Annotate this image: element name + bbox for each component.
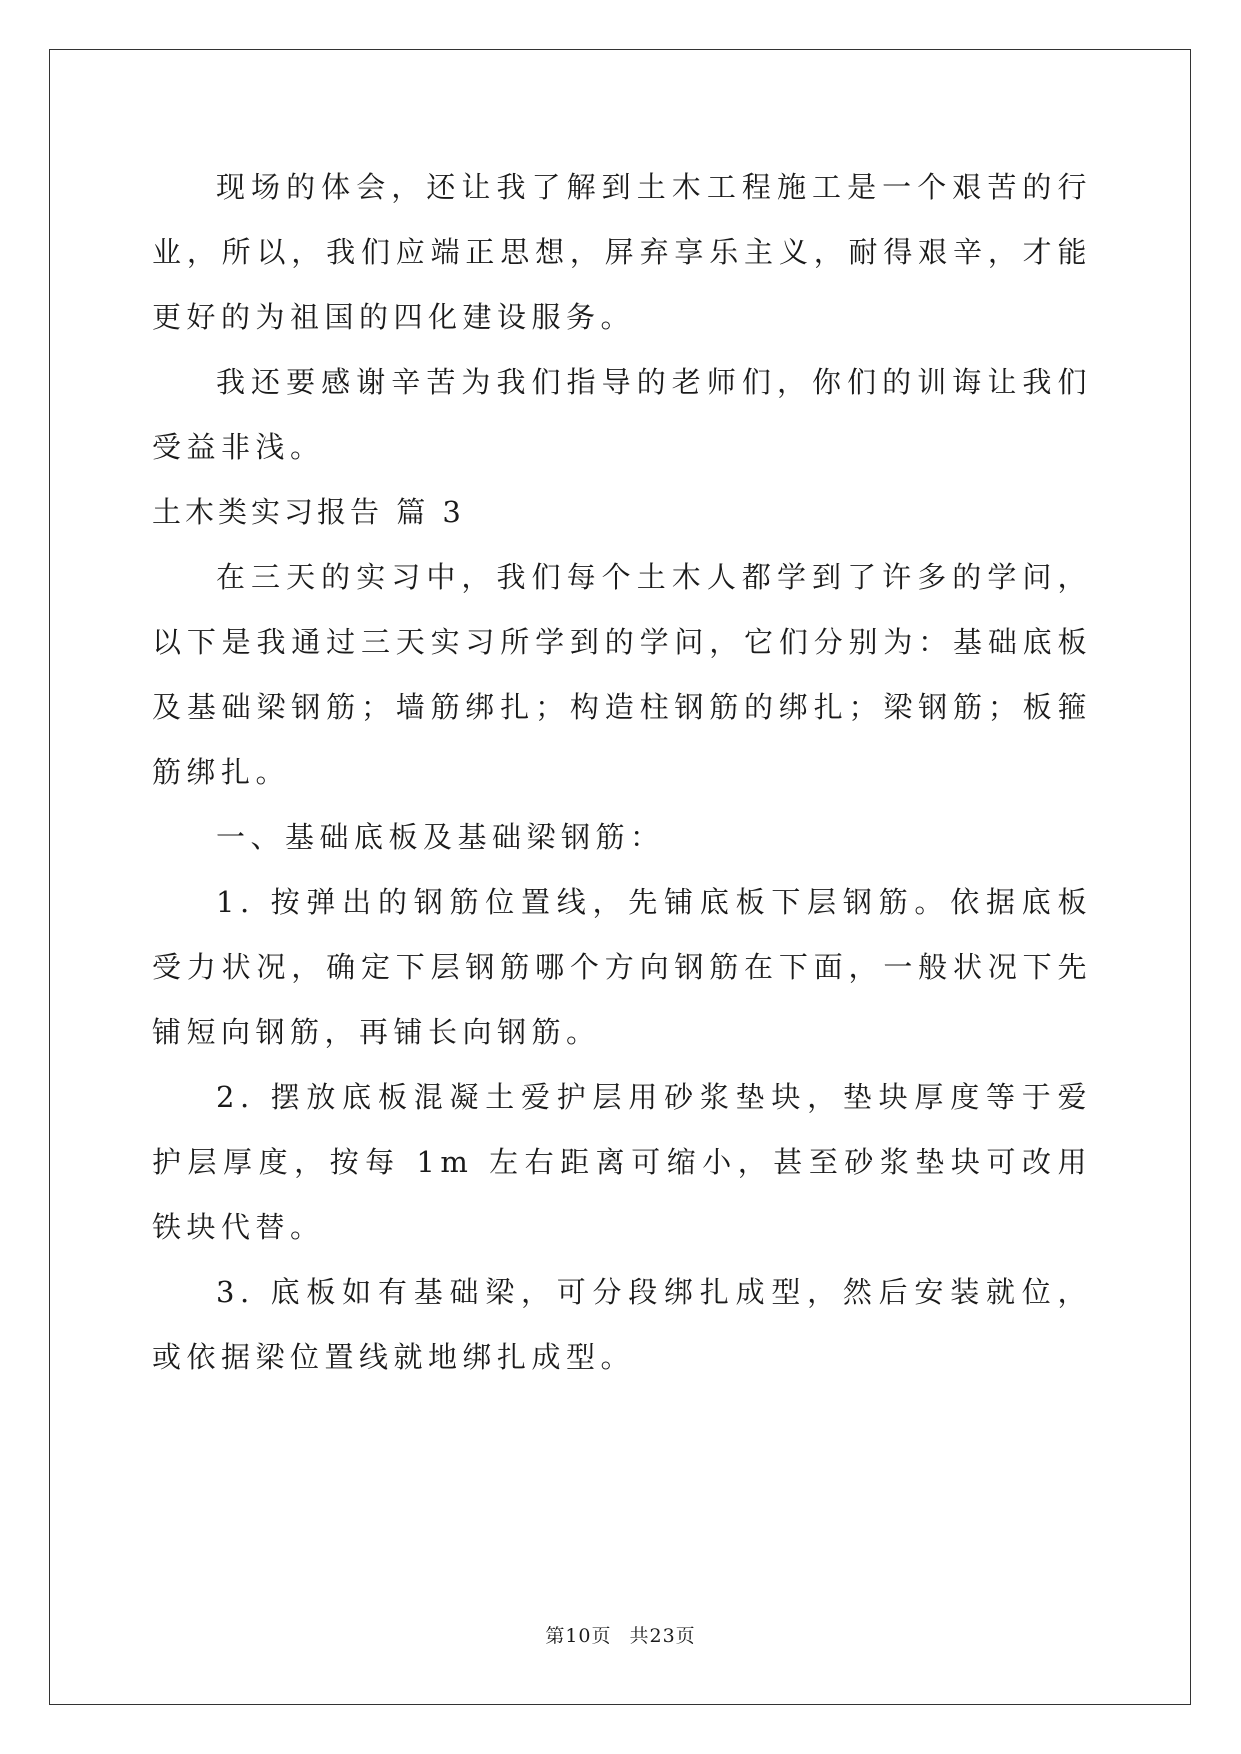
section-heading: 土木类实习报告 篇 3 [152,495,465,529]
subheading-foundation-rebar: 一、基础底板及基础梁钢筋： [216,820,665,854]
paragraph-three-days-summary: 在三天的实习中，我们每个土木人都学到了许多的学问，以下是我通过三天实习所学到的学问，它们分别为：基础底板及基础梁钢筋；墙筋绑扎；构造柱钢筋的绑扎；梁钢筋；板箍筋绑扎。 [152,560,1092,789]
document-body [152,155,1092,1390]
page-footer [0,1624,1241,1648]
paragraph-thanks-teachers: 我还要感谢辛苦为我们指导的老师们，你们的训诲让我们受益非浅。 [152,365,1092,464]
current-page-number: 第10页 [545,1625,612,1647]
total-pages: 共23页 [629,1625,696,1647]
list-item-2: 2. 摆放底板混凝土爱护层用砂浆垫块，垫块厚度等于爱护层厚度，按每 1m 左右距离可缩小，甚至砂浆垫块可改用铁块代替。 [152,1080,1092,1244]
list-item-1: 1. 按弹出的钢筋位置线，先铺底板下层钢筋。依据底板受力状况，确定下层钢筋哪个方向钢筋在下面，一般状况下先铺短向钢筋，再铺长向钢筋。 [152,885,1092,1049]
paragraph-site-experience: 现场的体会，还让我了解到土木工程施工是一个艰苦的行业，所以，我们应端正思想，屏弃享乐主义，耐得艰辛，才能更好的为祖国的四化建设服务。 [152,170,1092,334]
list-item-3: 3. 底板如有基础梁，可分段绑扎成型，然后安装就位，或依据梁位置线就地绑扎成型。 [152,1275,1092,1374]
